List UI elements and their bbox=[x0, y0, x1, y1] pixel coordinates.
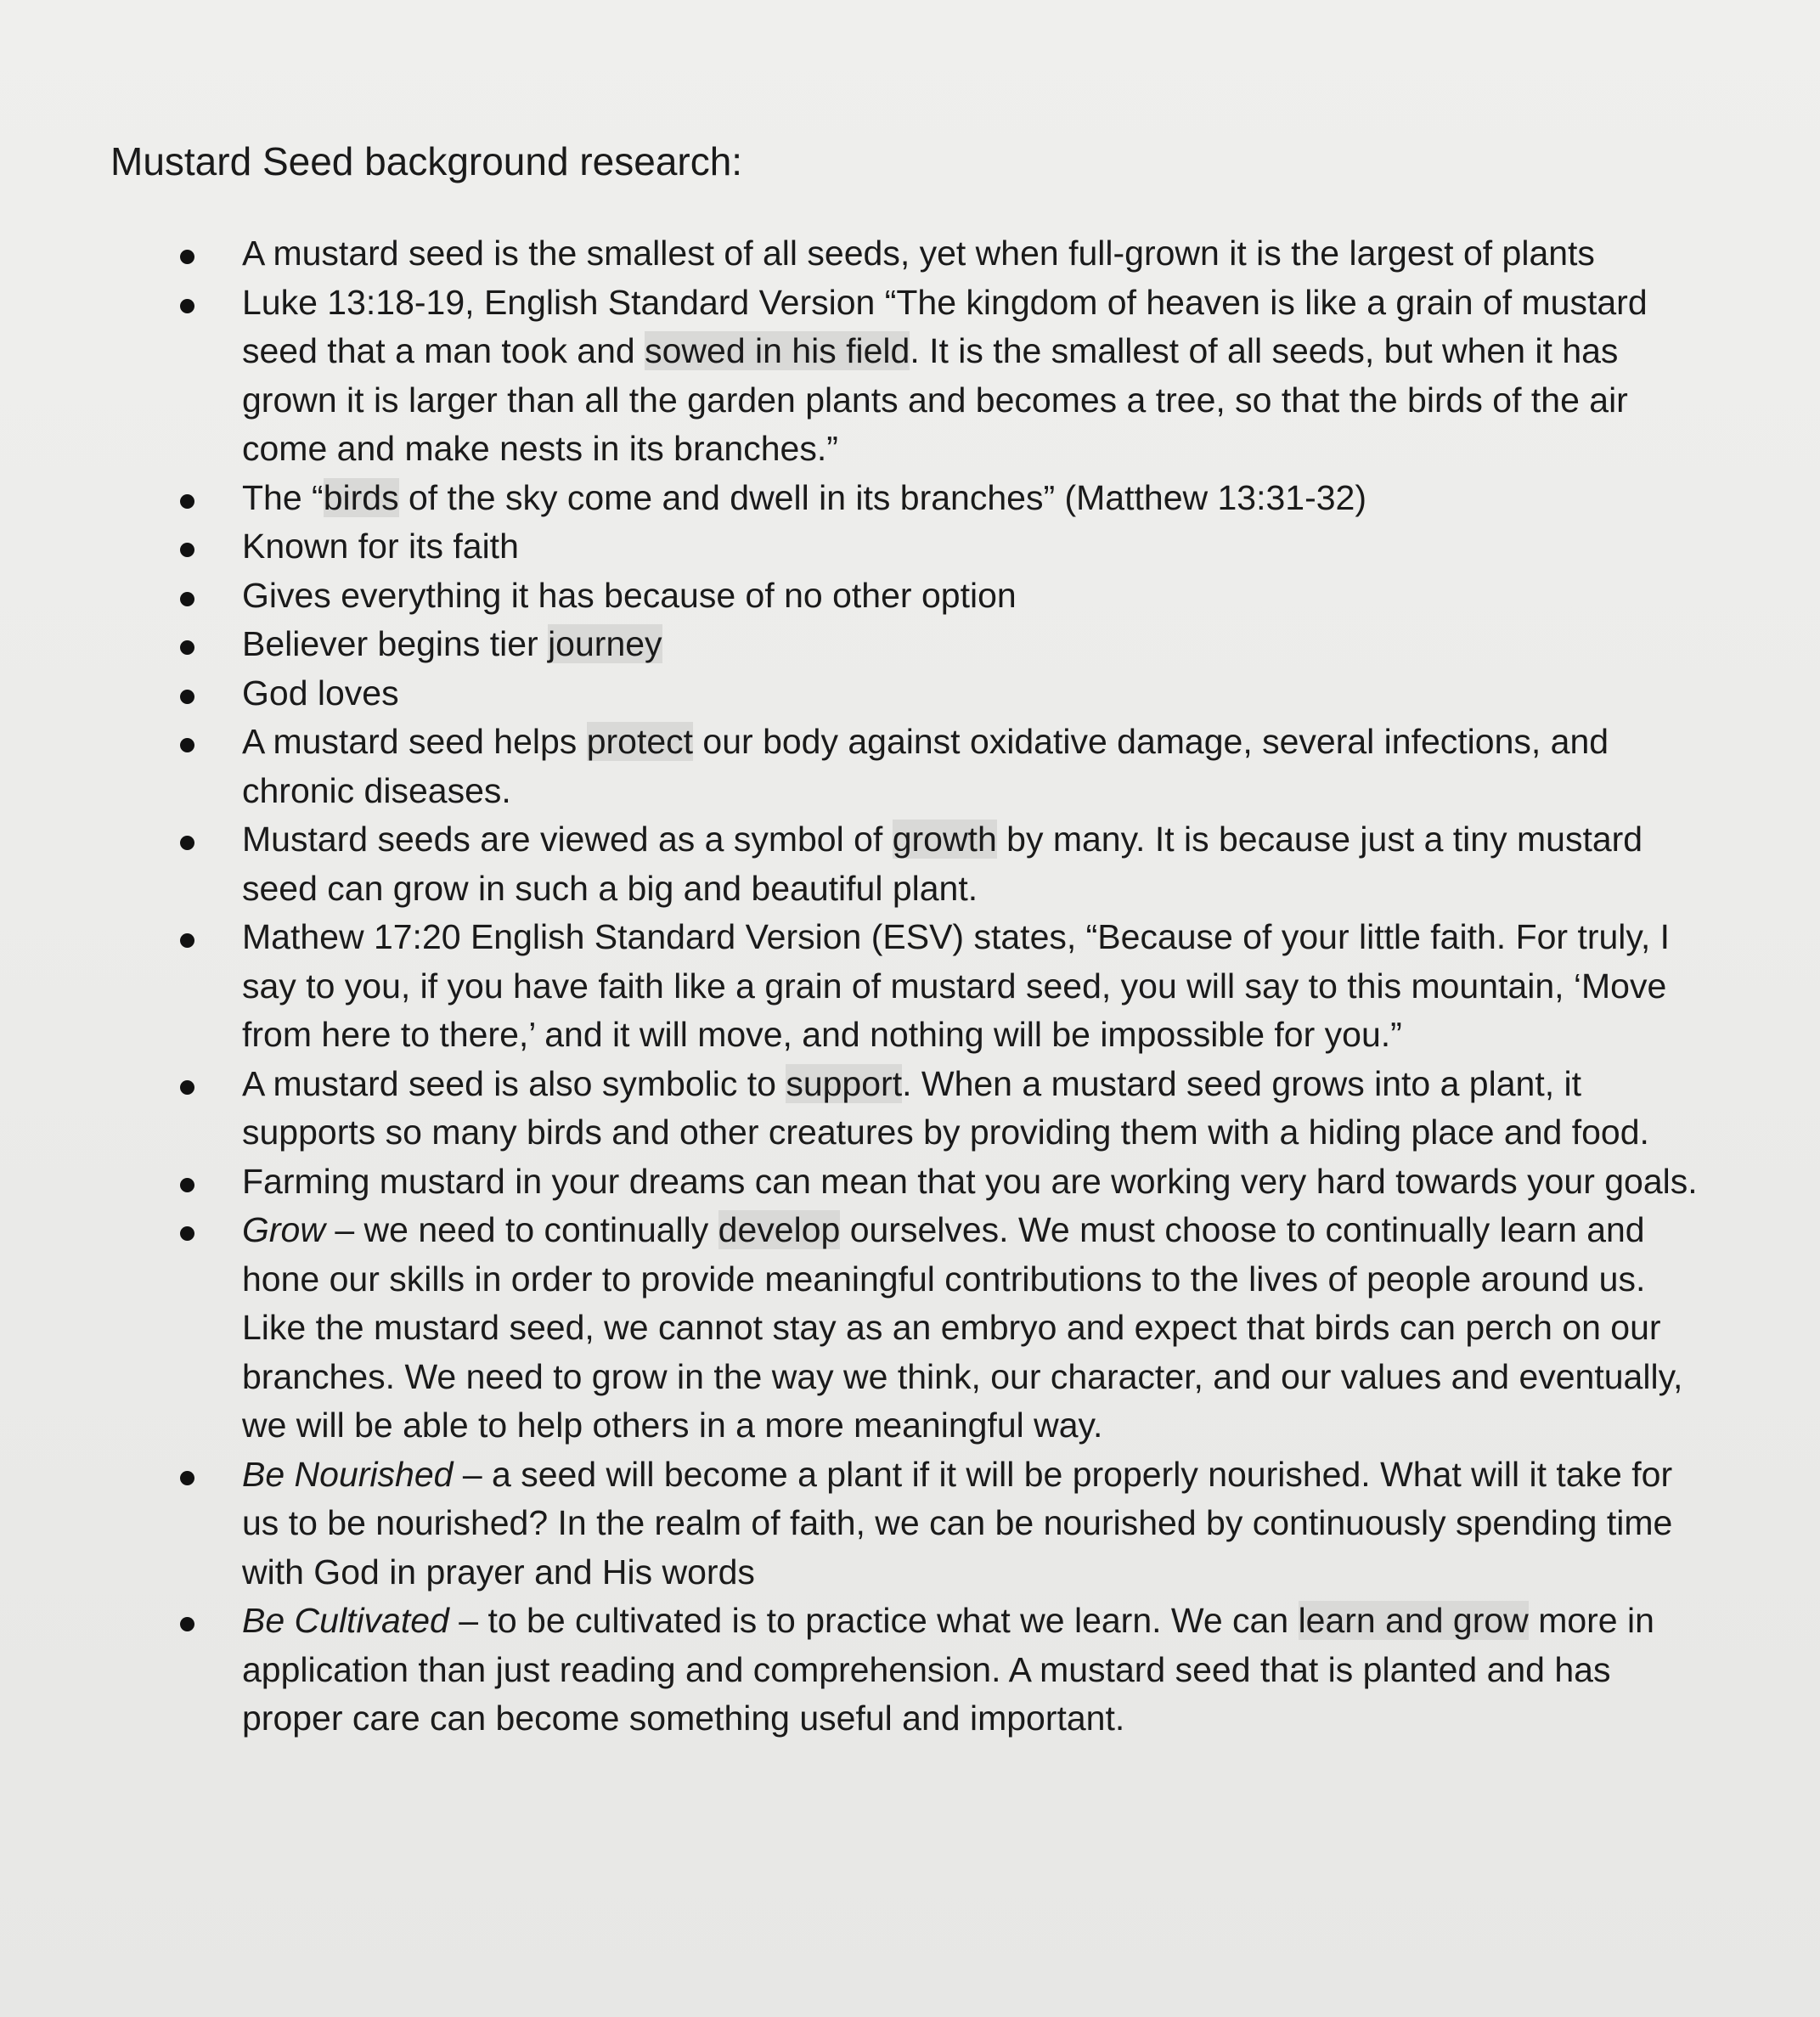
bullet-dot-icon bbox=[180, 836, 194, 850]
highlighted-text: birds bbox=[323, 477, 399, 517]
bullet-text-part: Gives everything it has because of no other option bbox=[242, 575, 1017, 615]
bullet-dot-icon bbox=[180, 592, 194, 606]
bullet-item bbox=[0, 1451, 1711, 1597]
bullet-text-part: of the sky come and dwell in its branches” (Matthew 13:31-32) bbox=[398, 477, 1367, 517]
document-title: Mustard Seed background research: bbox=[110, 139, 743, 183]
bullet-text-part: Mustard seeds are viewed as a symbol of bbox=[242, 820, 893, 859]
bullet-text-part: more in application than just reading and comprehension. A mustard seed that is planted and has proper care can become something useful and important. bbox=[242, 1601, 1654, 1738]
bullet-text bbox=[242, 620, 1711, 669]
bullet-term: Grow bbox=[242, 1210, 325, 1249]
bullet-item bbox=[0, 1060, 1711, 1158]
bullet-text bbox=[242, 1206, 1711, 1451]
bullet-text-part: Farming mustard in your dreams can mean that you are working very hard towards your goals. bbox=[242, 1161, 1698, 1201]
bullet-text-part: our body against oxidative damage, several infections, and chronic diseases. bbox=[242, 722, 1609, 810]
bullet-dot-icon bbox=[180, 1617, 194, 1631]
bullet-text bbox=[242, 1597, 1711, 1744]
bullet-text bbox=[242, 815, 1711, 913]
bullet-text-part: . When a mustard seed grows into a plant, it supports so many birds and other creatures by providing them with a hiding place and food. bbox=[242, 1063, 1649, 1152]
highlighted-text: support bbox=[786, 1063, 903, 1103]
bullet-dot-icon bbox=[180, 1080, 194, 1095]
bullet-dot-icon bbox=[180, 299, 194, 313]
bullet-item bbox=[0, 229, 1711, 279]
bullet-dot-icon bbox=[180, 933, 194, 948]
bullet-item bbox=[0, 522, 1711, 572]
bullet-text-part: Mathew 17:20 English Standard Version (ESV) states, “Because of your little faith. For truly, I say to you, if you have faith like a grain of mustard seed, you will say to this mountain, ‘Move from here to there,’ and it will move, and nothing will be impossible for you.” bbox=[242, 917, 1671, 1054]
bullet-dot-icon bbox=[180, 494, 194, 509]
bullet-text bbox=[242, 1060, 1711, 1158]
bullet-text-part: – a seed will become a plant if it will be properly nourished. What will it take for us to be nourished? In the realm of faith, we can be nourished by continuously spending time with God in prayer and His words bbox=[242, 1454, 1673, 1592]
bullet-text bbox=[242, 913, 1711, 1060]
bullet-text-part: Known for its faith bbox=[242, 527, 519, 566]
bullet-text-part: by many. It is because just a tiny mustard seed can grow in such a big and beautiful plant. bbox=[242, 820, 1643, 908]
bullet-dot-icon bbox=[180, 250, 194, 264]
bullet-item bbox=[0, 718, 1711, 815]
bullet-list bbox=[0, 229, 1820, 1744]
bullet-item bbox=[0, 279, 1711, 474]
bullet-item bbox=[0, 572, 1711, 621]
bullet-text bbox=[242, 1158, 1711, 1207]
bullet-text-part: A mustard seed is also symbolic to bbox=[242, 1063, 786, 1103]
bullet-text-part: A mustard seed helps bbox=[242, 722, 587, 761]
bullet-text bbox=[242, 522, 1711, 572]
highlighted-text: develop bbox=[718, 1210, 841, 1249]
bullet-dot-icon bbox=[180, 1226, 194, 1241]
bullet-text-part: ourselves. We must choose to continually learn and hone our skills in order to provide meaningful contributions to the lives of people around us. Like the mustard seed, we cannot stay as an embryo and expect that birds can perch on our branches. We need to grow in the way we think, our character, and our values and eventually, we will be able to help others in a more meaningful way. bbox=[242, 1210, 1683, 1445]
bullet-text-part: – we need to continually bbox=[324, 1210, 718, 1249]
highlighted-text: journey bbox=[548, 624, 662, 663]
bullet-text bbox=[242, 572, 1711, 621]
bullet-dot-icon bbox=[180, 543, 194, 557]
highlighted-text: growth bbox=[892, 820, 997, 859]
bullet-item bbox=[0, 669, 1711, 718]
bullet-text-part: A mustard seed is the smallest of all seeds, yet when full-grown it is the largest of plants bbox=[242, 234, 1595, 273]
bullet-text bbox=[242, 1451, 1711, 1597]
bullet-item bbox=[0, 474, 1711, 523]
bullet-term: Be Nourished bbox=[242, 1454, 454, 1494]
bullet-text-part: Luke 13:18-19, English Standard Version “The kingdom of heaven is like a grain of mustard seed that a man took and bbox=[242, 282, 1648, 370]
bullet-dot-icon bbox=[180, 1178, 194, 1192]
bullet-text bbox=[242, 279, 1711, 474]
bullet-text-part: God loves bbox=[242, 673, 399, 713]
bullet-dot-icon bbox=[180, 738, 194, 752]
bullet-text-part: . It is the smallest of all seeds, but when it has grown it is larger than all the garden plants and becomes a tree, so that the birds of the air come and make nests in its branches.” bbox=[242, 331, 1628, 468]
bullet-text-part: – to be cultivated is to practice what we learn. We can bbox=[448, 1601, 1299, 1640]
highlighted-text: sowed in his field bbox=[645, 331, 910, 370]
highlighted-text: protect bbox=[586, 722, 694, 761]
bullet-item bbox=[0, 1158, 1711, 1207]
bullet-term: Be Cultivated bbox=[242, 1601, 449, 1640]
bullet-dot-icon bbox=[180, 640, 194, 655]
bullet-item bbox=[0, 913, 1711, 1060]
bullet-item bbox=[0, 1597, 1711, 1744]
bullet-dot-icon bbox=[180, 690, 194, 704]
bullet-item bbox=[0, 815, 1711, 913]
bullet-text bbox=[242, 718, 1711, 815]
bullet-text-part: Believer begins tier bbox=[242, 624, 549, 663]
bullet-text bbox=[242, 669, 1711, 718]
bullet-text-part: The “ bbox=[242, 477, 324, 517]
bullet-text bbox=[242, 474, 1711, 523]
bullet-dot-icon bbox=[180, 1471, 194, 1485]
highlighted-text: learn and grow bbox=[1298, 1601, 1529, 1640]
bullet-item bbox=[0, 620, 1711, 669]
bullet-text bbox=[242, 229, 1711, 279]
bullet-item bbox=[0, 1206, 1711, 1451]
